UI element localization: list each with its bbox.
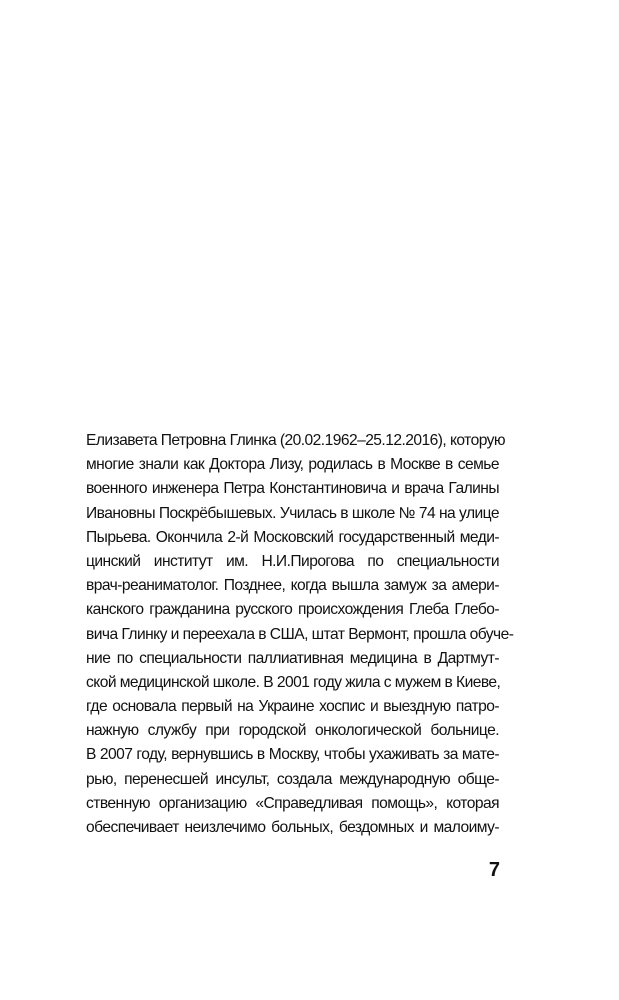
text-line: где основала первый на Украине хоспис и выездную патро- <box>86 698 499 716</box>
text-line: ние по специальности паллиативная медицина в Дартмут- <box>86 649 499 667</box>
page-number: 7 <box>488 859 500 881</box>
text-line: Пырьева. Окончила 2-й Московский государственный меди- <box>86 528 499 546</box>
text-line: В 2007 году, вернувшись в Москву, чтобы ухаживать за мате- <box>86 746 499 764</box>
text-line: цинский институт им. Н.И.Пирогова по специальности <box>86 552 499 570</box>
text-line: нажную службу при городской онкологической больнице. <box>86 722 499 740</box>
text-line: многие знали как Доктора Лизу, родилась в Москве в семье <box>86 456 499 474</box>
text-line: ственную организацию «Справедливая помощь», которая <box>86 794 499 812</box>
body-paragraph <box>86 429 514 840</box>
text-line: рью, перенесшей инсульт, создала международную обще- <box>86 770 499 788</box>
text-line: врач-реаниматолог. Позднее, когда вышла замуж за амери- <box>86 577 499 595</box>
text-line: обеспечивает неизлечимо больных, бездомных и малоиму- <box>86 819 499 836</box>
text-line: Ивановны Поскрёбышевых. Училась в школе № 74 на улице <box>86 504 499 522</box>
text-line: вича Глинку и переехала в США, штат Вермонт, прошла обуче- <box>86 625 514 643</box>
text-line: военного инженера Петра Константиновича и врача Галины <box>86 480 499 498</box>
text-line: Елизавета Петровна Глинка (20.02.1962–25.12.2016), которую <box>86 432 506 449</box>
text-line: ской медицинской школе. В 2001 году жила с мужем в Киеве, <box>86 673 501 691</box>
text-line: канского гражданина русского происхождения Глеба Глебо- <box>86 601 499 619</box>
